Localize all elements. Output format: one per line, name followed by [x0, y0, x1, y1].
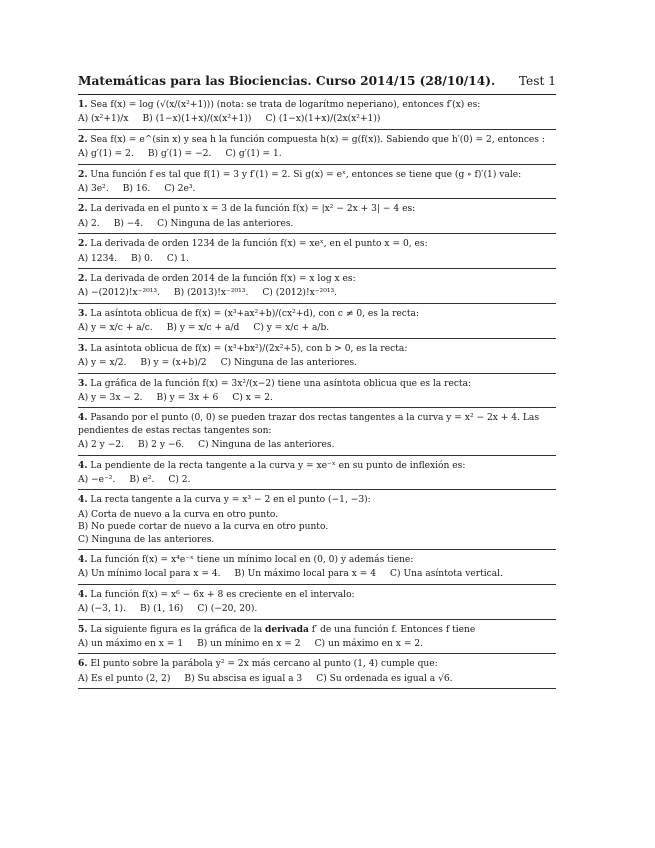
- option-a: A) 2.: [78, 218, 100, 229]
- question: 3. La asíntota oblicua de f(x) = (x³+ax²+b)/(cx²+d), con c ≠ 0, es la recta: A) y = x/c + a/c. B) y = x/c + a/d C) y = x/c + a/b.: [78, 304, 556, 339]
- option-a: A) −(2012)!x⁻²⁰¹³.: [78, 288, 160, 299]
- option-c: C) x = 2.: [232, 392, 273, 403]
- option-c: C) y = x/c + a/b.: [253, 323, 330, 334]
- question-stem: La función f(x) = x⁶ − 6x + 8 es creciente en el intervalo:: [90, 589, 355, 600]
- question: 3. La gráfica de la función f(x) = 3x²/(x−2) tiene una asíntota oblicua que es la recta: A) y = 3x − 2. B) y = 3x + 6 C) x = 2.: [78, 374, 556, 409]
- option-a: A) un máximo en x = 1: [78, 639, 184, 649]
- option-b: B) −4.: [113, 218, 144, 229]
- question: 4. La función f(x) = x⁴e⁻ˣ tiene un mínimo local en (0, 0) y además tiene: A) Un mínimo local para x = 4. B) Un máximo local para x = 4 C) Una asíntota vertical.: [78, 550, 556, 585]
- option-a: A) g′(1) = 2.: [78, 149, 134, 160]
- option-c: C) Ninguna de las anteriores.: [157, 218, 294, 229]
- question: 1. Sea f(x) = log (√(x/(x²+1))) (nota: se trata de logarítmo neperiano), entonces f′(x) es: A) (x²+1)/x B) (1−x)(1+x)/(x(x²+1)) C) (1−x)(1+x)/(2x(x²+1)): [78, 95, 556, 130]
- option-b: B) y = (x+b)/2: [140, 358, 207, 369]
- option-c: C) 1.: [166, 253, 189, 264]
- option-b: B) 16.: [122, 184, 151, 195]
- option-b: B) Un máximo local para x = 4: [234, 569, 377, 580]
- exam-title: Matemáticas para las Biociencias. Curso 2014/15 (28/10/14).: [78, 74, 496, 88]
- option-c: C) Ninguna de las anteriores.: [198, 440, 335, 451]
- question: 4. La función f(x) = x⁶ − 6x + 8 es creciente en el intervalo: A) (−3, 1). B) (1, 16) C) (−20, 20).: [78, 585, 556, 620]
- option-c: C) 2.: [168, 474, 191, 485]
- option-c: C) Ninguna de las anteriores.: [220, 358, 357, 369]
- option-a: A) (x²+1)/x: [78, 114, 129, 125]
- test-label: Test 1: [518, 74, 556, 88]
- question-stem: La derivada de orden 1234 de la función f(x) = xeˣ, en el punto x = 0, es:: [90, 239, 428, 250]
- question-stem: La asíntota oblicua de f(x) = (x³+bx²)/(2x²+5), con b > 0, es la recta:: [90, 343, 408, 354]
- question: 2. La derivada de orden 2014 de la función f(x) = x log x es: A) −(2012)!x⁻²⁰¹³. B) (2013)!x⁻²⁰¹³. C) (2012)!x⁻²⁰¹³.: [78, 269, 556, 304]
- question-stem: El punto sobre la parábola y² = 2x más cercano al punto (1, 4) cumple que:: [90, 659, 438, 670]
- option-c: C) (−20, 20).: [197, 604, 258, 615]
- question: 2. La derivada de orden 1234 de la función f(x) = xeˣ, en el punto x = 0, es: A) 1234. B) 0. C) 1.: [78, 234, 556, 269]
- question: 3. La asíntota oblicua de f(x) = (x³+bx²)/(2x²+5), con b > 0, es la recta: A) y = x/2. B) y = (x+b)/2 C) Ninguna de las anteriores.: [78, 339, 556, 374]
- option-b: B) Su abscisa es igual a 3: [184, 673, 303, 684]
- option-c: C) Ninguna de las anteriores.: [78, 534, 215, 545]
- option-b: B) 2 y −6.: [138, 440, 185, 451]
- question-stem: Una función f es tal que f(1) = 3 y f′(1) = 2. Si g(x) = eˣ, entonces se tiene que (g ∘ f)′(1) vale:: [90, 169, 522, 180]
- option-a: A) Es el punto (2, 2): [78, 673, 171, 684]
- option-c: C) 2e³.: [164, 184, 196, 195]
- question: 2. La derivada en el punto x = 3 de la función f(x) = |x² − 2x + 3| − 4 es: A) 2. B) −4. C) Ninguna de las anteriores.: [78, 199, 556, 234]
- option-c: C) Una asíntota vertical.: [390, 569, 503, 580]
- question-stem: La gráfica de la función f(x) = 3x²/(x−2) tiene una asíntota oblicua que es la recta:: [90, 378, 472, 389]
- question-stem: La pendiente de la recta tangente a la curva y = xe⁻ˣ en su punto de inflexión es:: [90, 460, 466, 471]
- question-stem: La recta tangente a la curva y = x³ − 2 en el punto (−1, −3):: [90, 495, 371, 506]
- header: [78, 74, 556, 95]
- option-c: C) g′(1) = 1.: [225, 149, 282, 160]
- question: 4. Pasando por el punto (0, 0) se pueden trazar dos rectas tangentes a la curva y = x² − 2x + 4. Las pendientes de estas rectas tangentes son: A) 2 y −2. B) 2 y −6. C) Ninguna de las anteriores.: [78, 408, 556, 455]
- option-c: C) Su ordenada es igual a √6.: [316, 673, 453, 684]
- option-b: B) (1−x)(1+x)/(x(x²+1)): [142, 114, 252, 125]
- option-b: B) g′(1) = −2.: [147, 149, 212, 160]
- question: 6. El punto sobre la parábola y² = 2x más cercano al punto (1, 4) cumple que: A) Es el punto (2, 2) B) Su abscisa es igual a 3 C) Su ordenada es igual a √6.: [78, 654, 556, 689]
- question-stem: Sea f(x) = log (√(x/(x²+1))) (nota: se trata de logarítmo neperiano), entonces f′(x) es:: [90, 100, 481, 110]
- option-a: A) y = x/2.: [78, 358, 127, 369]
- option-b: B) y = x/c + a/d: [166, 323, 240, 334]
- option-a: A) y = 3x − 2.: [78, 392, 143, 403]
- exam-page: [78, 74, 556, 689]
- question: 2. Una función f es tal que f(1) = 3 y f′(1) = 2. Si g(x) = eˣ, entonces se tiene que (g ∘ f)′(1) vale: A) 3e². B) 16. C) 2e³.: [78, 165, 556, 200]
- question-stem: Pasando por el punto (0, 0) se pueden trazar dos rectas tangentes a la curva y = x² − 2x + 4. Las pendientes de estas rectas tangentes son:: [78, 413, 539, 436]
- option-b: B) y = 3x + 6: [156, 392, 219, 403]
- question-stem: La función f(x) = x⁴e⁻ˣ tiene un mínimo local en (0, 0) y además tiene:: [90, 554, 414, 565]
- question: 5. La siguiente figura es la gráfica de la derivada f′ de una función f. Entonces f tiene A) un máximo en x = 1 B) un mínimo en x = 2 C) un máximo en x = 2.: [78, 620, 556, 655]
- option-b: B) e².: [129, 474, 155, 485]
- option-b: B) (2013)!x⁻²⁰¹³.: [173, 288, 249, 299]
- option-b: B) No puede cortar de nuevo a la curva en otro punto.: [78, 522, 329, 533]
- option-b: B) 0.: [131, 253, 153, 264]
- option-a: A) 3e².: [78, 184, 109, 195]
- question: 2. Sea f(x) = e^(sin x) y sea h la función compuesta h(x) = g(f(x)). Sabiendo que h′(0) = 2, entonces : A) g′(1) = 2. B) g′(1) = −2. C) g′(1) = 1.: [78, 130, 556, 165]
- option-a: A) Un mínimo local para x = 4.: [78, 569, 221, 580]
- question-stem: La asíntota oblicua de f(x) = (x³+ax²+b)/(cx²+d), con c ≠ 0, es la recta:: [90, 308, 420, 319]
- option-a: A) 2 y −2.: [78, 440, 125, 451]
- option-b: B) un mínimo en x = 2: [197, 639, 301, 649]
- option-c: C) un máximo en x = 2.: [314, 639, 423, 649]
- question-stem: Sea f(x) = e^(sin x) y sea h la función compuesta h(x) = g(f(x)). Sabiendo que h′(0) = 2, entonces :: [90, 134, 545, 145]
- question-stem: La derivada en el punto x = 3 de la función f(x) = |x² − 2x + 3| − 4 es:: [90, 204, 416, 215]
- option-a: A) 1234.: [78, 253, 118, 264]
- option-a: A) Corta de nuevo a la curva en otro punto.: [78, 509, 279, 520]
- option-c: C) (2012)!x⁻²⁰¹³.: [262, 288, 338, 299]
- option-c: C) (1−x)(1+x)/(2x(x²+1)): [265, 114, 381, 125]
- question: 4. La recta tangente a la curva y = x³ − 2 en el punto (−1, −3): A) Corta de nuevo a la curva en otro punto. B) No puede cortar de nuevo a la curva en otro punto. C) Ninguna de las anteriores.: [78, 490, 556, 550]
- question-stem: La derivada de orden 2014 de la función f(x) = x log x es:: [90, 274, 356, 285]
- option-b: B) (1, 16): [139, 604, 184, 615]
- question: 4. La pendiente de la recta tangente a la curva y = xe⁻ˣ en su punto de inflexión es: A) −e⁻². B) e². C) 2.: [78, 456, 556, 491]
- option-a: A) y = x/c + a/c.: [78, 323, 153, 334]
- option-a: A) −e⁻².: [78, 474, 116, 485]
- option-a: A) (−3, 1).: [78, 604, 126, 615]
